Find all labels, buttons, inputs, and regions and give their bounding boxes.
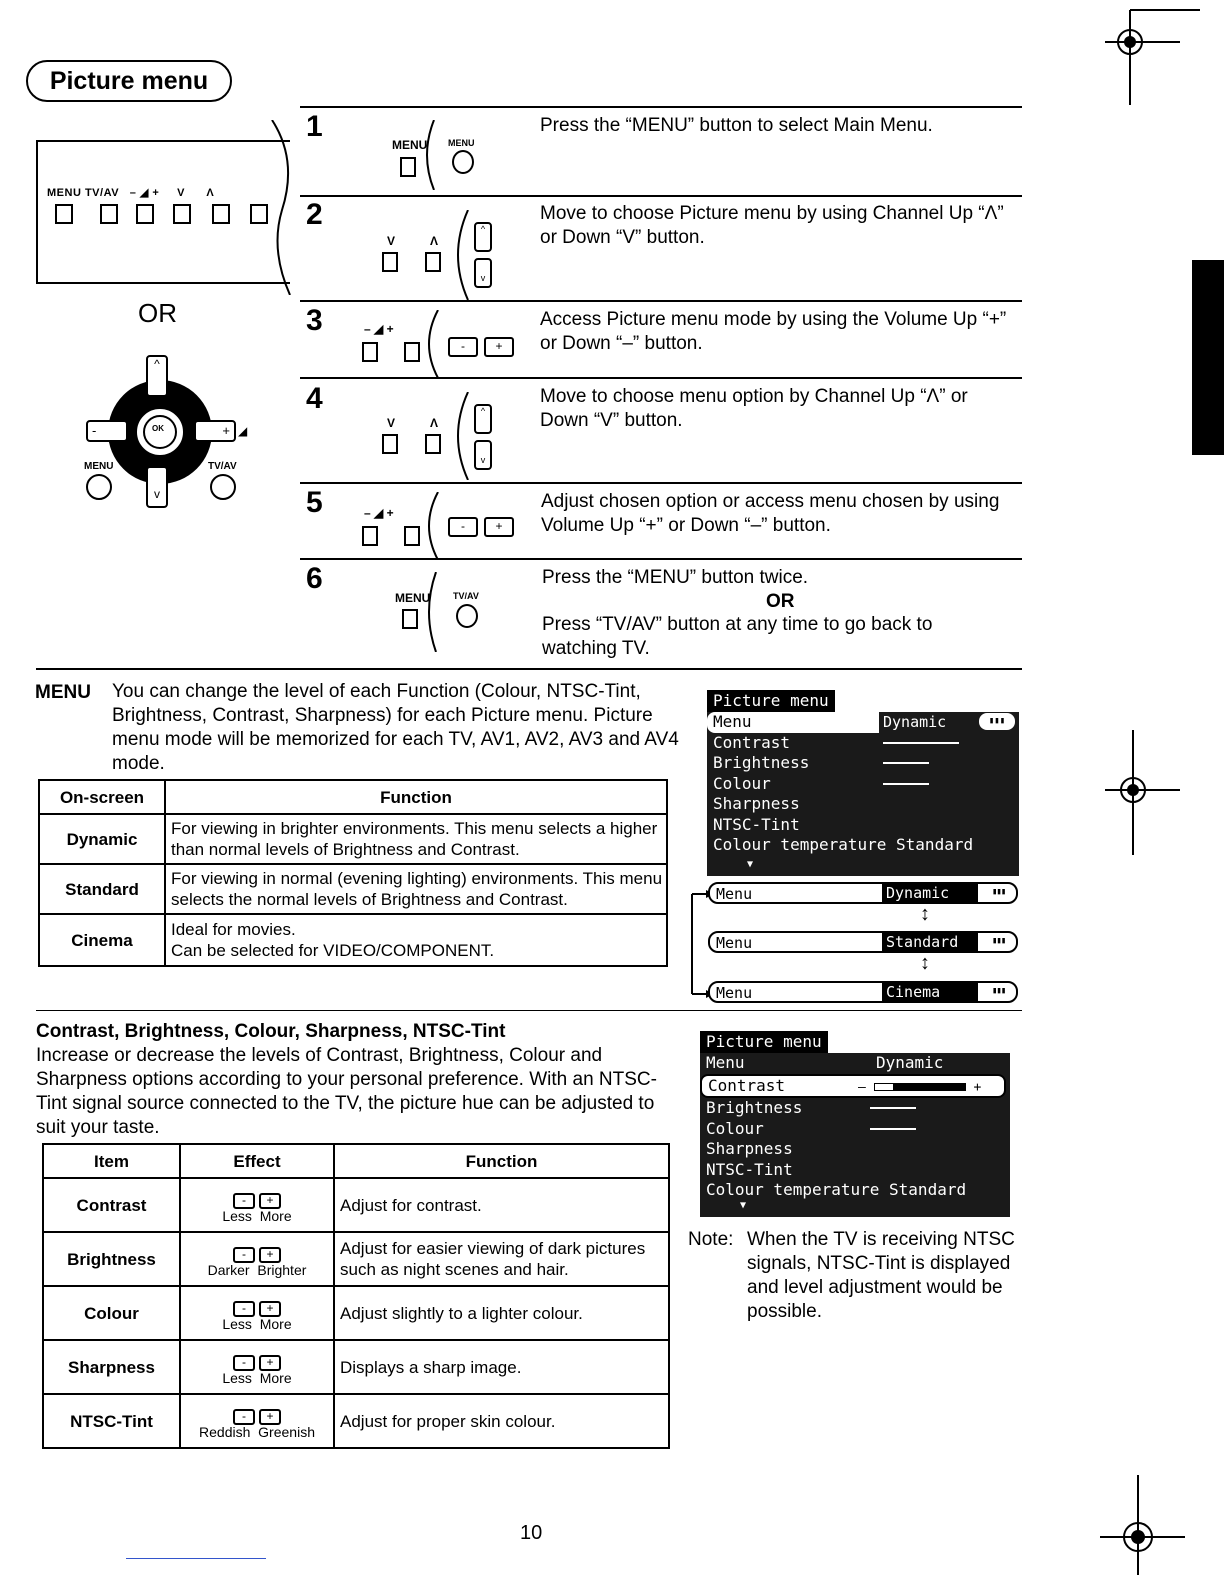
table-cell-func: Adjust for easier viewing of dark pictures such as night scenes and hair. (334, 1232, 669, 1286)
step6-menu-label: MENU (395, 591, 431, 605)
osd1-row (707, 733, 1019, 754)
dpad-down-button[interactable]: v (146, 466, 168, 508)
menu-cycle-label: Menu (716, 885, 753, 903)
table-cell-item: NTSC-Tint (43, 1394, 180, 1448)
divider-curve (448, 210, 473, 300)
effect-plus-label: More (259, 1369, 292, 1386)
step-number: 5 (306, 486, 323, 519)
panel-curve (270, 120, 300, 295)
contrast-slider[interactable]: – + (858, 1079, 982, 1095)
level-bar (870, 1107, 916, 1109)
table-header-row (39, 780, 667, 814)
table-cell-item: Colour (43, 1286, 180, 1340)
minus-icon: - (233, 1193, 255, 1209)
step5-text: Adjust chosen option or access menu chosen by using Volume Up “+” or Down “–” button. (541, 491, 1000, 536)
dpad-menu-button[interactable] (86, 474, 112, 500)
dpad-minus-button[interactable]: - (86, 420, 128, 442)
panel-label-menu: MENU (47, 187, 82, 199)
menu-icon: ▮▮▮ (992, 936, 1006, 946)
osd2-row-label: Colour (706, 1118, 764, 1138)
effect-plus-label: More (259, 1315, 292, 1332)
step4-remote-down-button: v (474, 440, 492, 470)
step2-down-label: V (387, 234, 396, 248)
effect-plus-label: Brighter (257, 1261, 307, 1278)
level-bar (883, 742, 959, 744)
step6-text-a: Press the “MENU” button twice. (542, 567, 809, 588)
step6-tvav-remote-button (456, 604, 478, 628)
updown-arrow-icon: ↕ (920, 903, 930, 925)
divider-curve (420, 310, 442, 378)
table-cell-name: Standard (39, 864, 165, 914)
panel-label-vol: ◢ (139, 187, 149, 199)
osd2-row (700, 1139, 1010, 1160)
step1-text: Press the “MENU” button to select Main Menu. (540, 115, 933, 136)
table-cell-func: Adjust slightly to a lighter colour. (334, 1286, 669, 1340)
table-cell-func (165, 914, 667, 966)
panel-vol-down-button[interactable] (136, 204, 154, 224)
divider-curve (420, 492, 442, 560)
step-divider (300, 195, 1022, 197)
table-row (39, 814, 667, 864)
table-header-row (43, 1144, 669, 1178)
step3-vol-up-button (404, 342, 420, 362)
divider-curve (422, 572, 444, 652)
osd1-row (707, 753, 1019, 774)
registration-mark-right (1105, 730, 1185, 860)
effect-minus-label: Less (222, 1315, 252, 1332)
table-header: Function (165, 780, 667, 814)
table-cell-effect (180, 1286, 334, 1340)
registration-mark-bottom (1100, 1475, 1190, 1580)
on-screen-table (38, 779, 668, 967)
step-divider (300, 300, 1022, 302)
step-divider (300, 377, 1022, 379)
step-number: 4 (306, 382, 323, 415)
menu-icon: ▮▮▮ (992, 887, 1006, 897)
osd2-panel (700, 1053, 1010, 1217)
table-cell-name: Cinema (39, 914, 165, 966)
osd1-panel (707, 712, 1019, 876)
table-row (43, 1340, 669, 1394)
menu-cycle-value: Standard (882, 933, 978, 951)
step3-remote-minus-button: - (448, 337, 478, 357)
side-tab-marker (1192, 260, 1224, 455)
table-cell-item: Contrast (43, 1178, 180, 1232)
panel-labels (47, 186, 214, 199)
table-cell-item: Brightness (43, 1232, 180, 1286)
table-cell-func-line: Can be selected for VIDEO/COMPONENT. (171, 941, 495, 960)
step3-remote-plus-button: + (484, 337, 514, 357)
effect-minus-label: Darker (207, 1261, 250, 1278)
level-bar (883, 762, 929, 764)
osd1-menu-label: Menu (713, 712, 752, 731)
osd2-title: Picture menu (700, 1031, 828, 1053)
osd1-row-label: NTSC-Tint (713, 814, 800, 834)
osd1-row (707, 774, 1019, 795)
osd1-row-label: Colour (713, 773, 771, 793)
step2-down-button (382, 252, 398, 272)
step2-remote-up-button: ^ (474, 222, 492, 252)
dpad-tvav-label: TV/AV (208, 461, 237, 472)
panel-label-minus: – (129, 187, 137, 199)
or-label: OR (138, 298, 177, 328)
effect-minus-label: Reddish (199, 1423, 251, 1440)
page-title: Picture menu (26, 60, 232, 102)
step5-remote-plus-button: + (484, 517, 514, 537)
plus-icon: + (259, 1355, 281, 1371)
step-number: 1 (306, 110, 323, 143)
step4-down-button (382, 434, 398, 454)
table-cell-func-line: Ideal for movies. (171, 920, 296, 939)
note-label: Note: (688, 1229, 734, 1250)
table-cell-func: Adjust for proper skin colour. (334, 1394, 669, 1448)
updown-arrow-icon: ↕ (920, 952, 930, 974)
osd1-row (707, 815, 1019, 836)
menu-icon: ▮▮▮ (992, 986, 1006, 996)
step6-or: OR (766, 591, 795, 612)
step4-down-label: V (387, 416, 396, 430)
panel-label-down: V (177, 187, 185, 199)
step4-up-button (425, 434, 441, 454)
osd2-row-label: Brightness (706, 1098, 803, 1117)
osd1-row (707, 794, 1019, 815)
scroll-down-icon: ▼ (747, 859, 754, 870)
table-cell-name: Dynamic (39, 814, 165, 864)
step1-menu-button (400, 157, 416, 177)
table-row (39, 914, 667, 966)
divider-curve (448, 392, 473, 480)
step5-vol-up-button (404, 526, 420, 546)
osd1-menu-icon: ▮▮▮ (979, 713, 1015, 730)
minus-icon: - (233, 1355, 255, 1371)
step2-up-button (425, 252, 441, 272)
effect-plus-label: Greenish (258, 1423, 315, 1440)
step-divider (36, 668, 1022, 670)
step6-tvav-label: TV/AV (453, 591, 479, 601)
osd1-row (707, 712, 879, 733)
menu-cycle-label: Menu (716, 934, 753, 952)
table-cell-item: Sharpness (43, 1340, 180, 1394)
panel-ch-down-button[interactable] (212, 204, 230, 224)
menu-cycle-item (708, 931, 1018, 953)
step1-menu-label: MENU (392, 138, 428, 152)
osd1-row-label: Contrast (713, 732, 791, 752)
step3-vol-down-button (362, 342, 378, 362)
divider-curve (420, 120, 442, 190)
osd1-row-label: Sharpness (713, 794, 800, 813)
table-cell-effect (180, 1178, 334, 1232)
table-row (43, 1178, 669, 1232)
table-cell-func: For viewing in normal (evening lighting) environments. This menu selects the normal levels of Brightness and Contrast. (165, 864, 667, 914)
table-header: Effect (180, 1144, 334, 1178)
panel-ch-up-button[interactable] (250, 204, 268, 224)
step2-up-label: Λ (430, 234, 439, 248)
adjust-text: Increase or decrease the levels of Contrast, Brightness, Colour and Sharpness options according to your personal preference. With an NTSC-Tint signal source connected to the TV, the picture hue can be adjusted to suit your taste. (36, 1045, 657, 1138)
registration-mark-top (1100, 0, 1224, 110)
section-divider (36, 1010, 1022, 1011)
plus-icon: + (259, 1247, 281, 1263)
menu-cycle-label: Menu (716, 984, 753, 1002)
osd2-row-value: Standard (889, 1180, 967, 1199)
menu-cycle-item (708, 981, 1018, 1003)
step4-up-label: Λ (430, 416, 439, 430)
table-cell-effect (180, 1232, 334, 1286)
step-number: 6 (306, 562, 323, 595)
table-cell-func: For viewing in brighter environments. This menu selects a higher than normal levels of Brightness and Contrast. (165, 814, 667, 864)
osd2-row (700, 1180, 1010, 1201)
scroll-down-icon: ▼ (740, 1200, 747, 1211)
menu-cycle-value: Dynamic (882, 884, 978, 902)
osd2-row-label: Menu (706, 1053, 745, 1072)
osd2-row (700, 1098, 1010, 1119)
step5-vol-label: – ◢ + (364, 506, 394, 520)
step3-vol-label: – ◢ + (364, 322, 394, 336)
menu-cycle-value: Cinema (882, 983, 978, 1001)
minus-icon: - (233, 1301, 255, 1317)
table-row (43, 1232, 669, 1286)
minus-icon: - (233, 1247, 255, 1263)
panel-tvav-button[interactable] (100, 204, 118, 224)
table-cell-effect (180, 1394, 334, 1448)
menu-section-text: You can change the level of each Function (Colour, NTSC-Tint, Brightness, Contrast, Sharpness) for each Picture menu. Picture menu mode will be memorized for each TV, AV1, AV2, AV3 and AV4 mode. (112, 681, 679, 774)
dpad-tvav-button[interactable] (210, 474, 236, 500)
step-number: 3 (306, 304, 323, 337)
dpad-menu-label: MENU (84, 461, 114, 472)
table-row (39, 864, 667, 914)
step-divider (300, 482, 1022, 484)
step-divider (300, 106, 1022, 108)
plus-icon: + (259, 1301, 281, 1317)
osd2-row (700, 1160, 1010, 1181)
volume-icon: ◢ (238, 424, 248, 438)
step3-text: Access Picture menu mode by using the Volume Up “+” or Down “–” button. (540, 309, 1007, 354)
step1-menu-label-remote: MENU (448, 138, 475, 148)
table-header: On-screen (39, 780, 165, 814)
panel-label-up: Λ (206, 187, 215, 199)
plus-icon: + (259, 1193, 281, 1209)
effect-minus-label: Less (222, 1369, 252, 1386)
step6-text-b: Press “TV/AV” button at any time to go back to watching TV. (542, 614, 933, 659)
panel-vol-up-button[interactable] (173, 204, 191, 224)
osd2-row-label: Colour temperature (706, 1180, 880, 1199)
osd2-row-label: Sharpness (706, 1139, 793, 1158)
osd2-row-label: Contrast (708, 1075, 786, 1095)
adjust-heading: Contrast, Brightness, Colour, Sharpness, NTSC-Tint (36, 1021, 506, 1042)
adjust-table (42, 1143, 670, 1449)
dpad-ok-label: OK (152, 424, 164, 433)
plus-icon: + (259, 1409, 281, 1425)
level-bar (870, 1128, 916, 1130)
panel-label-tvav: TV/AV (84, 187, 120, 199)
effect-plus-label: More (259, 1207, 292, 1224)
page-number: 10 (520, 1522, 543, 1544)
step2-remote-down-button: v (474, 258, 492, 288)
table-cell-func: Adjust for contrast. (334, 1178, 669, 1232)
minus-icon: - (233, 1409, 255, 1425)
note-text: When the TV is receiving NTSC signals, NTSC-Tint is displayed and level adjustment would be possible. (747, 1229, 1015, 1322)
step2-text: Move to choose Picture menu by using Channel Up “Λ” or Down “V” button. (540, 203, 1004, 248)
osd1-menu-value: Dynamic (883, 713, 947, 731)
panel-label-plus: + (152, 187, 160, 199)
table-row (43, 1286, 669, 1340)
osd1-row (707, 835, 1019, 856)
panel-menu-button[interactable] (55, 204, 73, 224)
osd2-row (700, 1074, 1006, 1099)
level-bar (883, 783, 929, 785)
step1-menu-remote-button (452, 150, 474, 174)
effect-minus-label: Less (222, 1207, 252, 1224)
step-number: 2 (306, 198, 323, 231)
step4-text: Move to choose menu option by Channel Up “Λ” or Down “V” button. (540, 386, 968, 431)
osd2-row-label: NTSC-Tint (706, 1159, 793, 1179)
osd1-row-label: Brightness (713, 753, 810, 772)
menu-cycle-item (708, 882, 1018, 904)
menu-section-label: MENU (35, 682, 91, 703)
step-divider (300, 558, 1022, 560)
table-cell-func: Displays a sharp image. (334, 1340, 669, 1394)
step5-vol-down-button (362, 526, 378, 546)
table-header: Item (43, 1144, 180, 1178)
step6-menu-button (402, 609, 418, 629)
osd1-row-label: Colour temperature (713, 835, 887, 854)
table-row (43, 1394, 669, 1448)
osd2-menu-value: Dynamic (876, 1053, 944, 1072)
table-cell-effect (180, 1340, 334, 1394)
step5-remote-minus-button: - (448, 517, 478, 537)
osd2-row (700, 1053, 1010, 1074)
step4-remote-up-button: ^ (474, 404, 492, 434)
osd1-row-value: Standard (896, 835, 974, 854)
dpad-up-button[interactable]: ^ (146, 355, 168, 397)
osd1-title: Picture menu (707, 690, 835, 712)
footer-rule (126, 1558, 266, 1559)
osd2-row (700, 1119, 1010, 1140)
table-header: Function (334, 1144, 669, 1178)
dpad-plus-button[interactable]: + (194, 420, 236, 442)
